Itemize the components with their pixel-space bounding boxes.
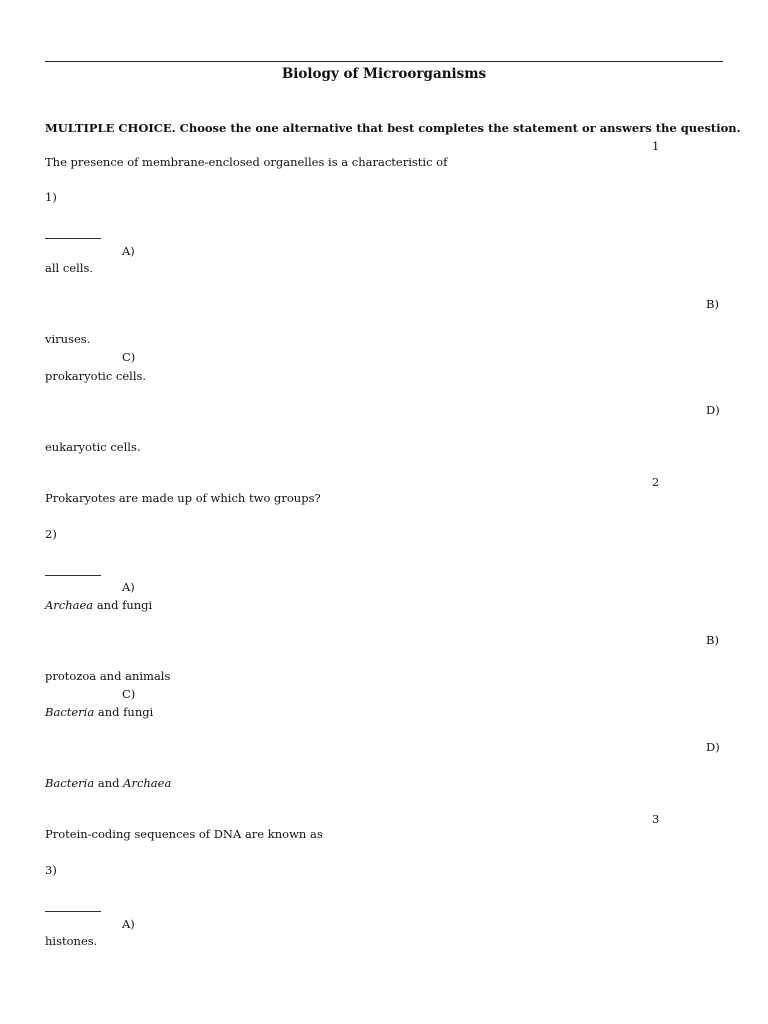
- answer-blank[interactable]: [45, 911, 101, 912]
- question-stem: Protein-coding sequences of DNA are known as: [45, 827, 323, 841]
- taxon-name: Archaea: [123, 776, 172, 790]
- taxon-name: Bacteria: [45, 776, 95, 790]
- question-stem: Prokaryotes are made up of which two groups?: [45, 491, 321, 505]
- choice-letter-a: A): [122, 580, 135, 594]
- instructions: MULTIPLE CHOICE. Choose the one alternative that best completes the statement or answers the question.: [45, 121, 741, 135]
- question-label: 1): [45, 190, 57, 204]
- answer-blank[interactable]: [45, 575, 101, 576]
- question-number-marker: 3: [652, 812, 660, 826]
- question-label: 3): [45, 863, 57, 877]
- choice-letter-c: C): [122, 687, 136, 701]
- question-number-marker: 1: [652, 139, 660, 153]
- answer-blank[interactable]: [45, 238, 101, 239]
- choice-c: prokaryotic cells.: [45, 369, 147, 383]
- choice-b: viruses.: [45, 332, 91, 346]
- question-label: 2): [45, 527, 57, 541]
- taxon-name: Archaea: [45, 598, 94, 612]
- choice-letter-d: D): [706, 740, 720, 754]
- taxon-name: Bacteria: [45, 705, 95, 719]
- header-rule: [45, 61, 723, 62]
- choice-letter-b: B): [706, 633, 719, 647]
- question-stem: The presence of membrane-enclosed organelles is a characteristic of: [45, 155, 448, 169]
- choice-a: Archaea and fungi: [45, 598, 153, 612]
- choice-letter-a: A): [122, 917, 135, 931]
- choice-letter-c: C): [122, 350, 136, 364]
- question-number-marker: 2: [652, 475, 660, 489]
- page-title: Biology of Microorganisms: [281, 66, 487, 82]
- choice-c: Bacteria and fungi: [45, 705, 154, 719]
- choice-letter-a: A): [122, 244, 135, 258]
- choice-letter-d: D): [706, 403, 720, 417]
- choice-a: histones.: [45, 934, 98, 948]
- choice-d: Bacteria and Archaea: [45, 776, 172, 790]
- choice-b: protozoa and animals: [45, 669, 171, 683]
- choice-a: all cells.: [45, 261, 94, 275]
- choice-d: eukaryotic cells.: [45, 440, 141, 454]
- choice-letter-b: B): [706, 297, 719, 311]
